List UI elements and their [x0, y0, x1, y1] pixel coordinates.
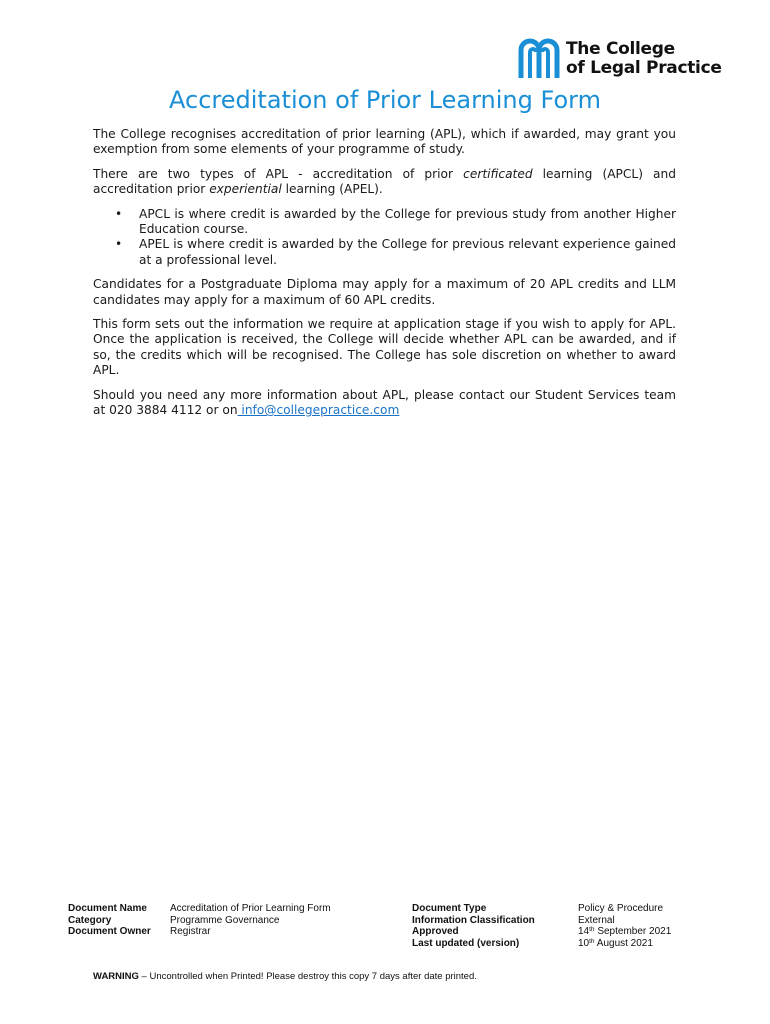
types-text-2: learning (APCL) and accreditation prior [93, 166, 676, 197]
metadata-left-labels [68, 903, 151, 938]
bullet-glyph: • [115, 206, 123, 221]
updated-month-year: August 2021 [594, 937, 653, 949]
apl-types-list [93, 207, 676, 269]
college-logo-mark-icon [518, 38, 560, 80]
candidates-paragraph: Candidates for a Postgraduate Diploma may apply for a maximum of 20 APL credits and LLM candidates may apply for a maximum of 60 APL credits. [93, 277, 676, 307]
updated-day: 10 [578, 937, 590, 949]
logo-line-1: The College [566, 39, 675, 59]
college-logo [518, 38, 722, 80]
form-info-paragraph: This form sets out the information we require at application stage if you wish to apply for APL. Once the application is received, the College will decide whether APL can be awarded, and if so, the credits which will be recognised. The College has sole discretion on whether to award APL. [93, 317, 676, 378]
label-information-classification: Information Classification [412, 914, 535, 926]
contact-paragraph [93, 388, 676, 419]
label-last-updated: Last updated (version) [412, 937, 520, 949]
intro-paragraph: The College recognises accreditation of prior learning (APL), which if awarded, may grant you exemption from some elements of your programme of study. [93, 127, 676, 157]
value-document-name: Accreditation of Prior Learning Form [170, 903, 331, 914]
metadata-left-values [170, 903, 331, 938]
label-document-type: Document Type [412, 903, 487, 914]
approved-day: 14 [578, 926, 590, 937]
types-emphasis-1: certificated [463, 166, 533, 181]
contact-text: Should you need any more information about APL, please contact our Student Services team at 020 3884 4112 or on [93, 387, 676, 418]
apl-types-paragraph [93, 167, 676, 198]
approved-ordinal: th [589, 926, 595, 933]
print-warning [93, 971, 477, 982]
value-approved [578, 926, 671, 938]
document-body [93, 127, 676, 428]
logo-line-2: of Legal Practice [566, 58, 722, 78]
list-item-apel [115, 237, 676, 268]
label-approved: Approved [412, 926, 459, 937]
value-last-updated [578, 938, 671, 950]
value-category: Programme Governance [170, 914, 280, 926]
types-emphasis-2: experiential [209, 182, 282, 197]
metadata-right-values [578, 903, 671, 949]
value-document-type: Policy & Procedure [578, 903, 664, 914]
updated-ordinal: th [589, 937, 595, 945]
warning-text: – Uncontrolled when Printed! Please destroy this copy 7 days after date printed. [138, 971, 477, 982]
value-document-owner: Registrar [170, 926, 211, 937]
approved-month-year: September 2021 [594, 926, 672, 937]
page-title: Accreditation of Prior Learning Form [169, 86, 601, 114]
list-item-apcl [115, 206, 676, 238]
metadata-right-labels [412, 903, 535, 949]
contact-email-link[interactable]: info@collegepractice.com [237, 403, 400, 418]
label-document-owner: Document Owner [68, 926, 151, 937]
warning-label: WARNING [93, 971, 139, 982]
list-item-text: APCL is where credit is awarded by the College for previous study from another Higher Education course. [139, 206, 676, 237]
label-category: Category [68, 914, 112, 926]
list-item-text: APEL is where credit is awarded by the College for previous relevant experience gained at a professional level. [139, 237, 676, 267]
types-text-3: learning (APEL). [281, 182, 383, 197]
types-text-1: There are two types of APL - accreditation of prior [93, 166, 464, 181]
label-document-name: Document Name [68, 903, 147, 914]
college-logo-text [566, 40, 722, 78]
bullet-glyph: • [115, 237, 123, 252]
value-classification: External [578, 914, 615, 926]
